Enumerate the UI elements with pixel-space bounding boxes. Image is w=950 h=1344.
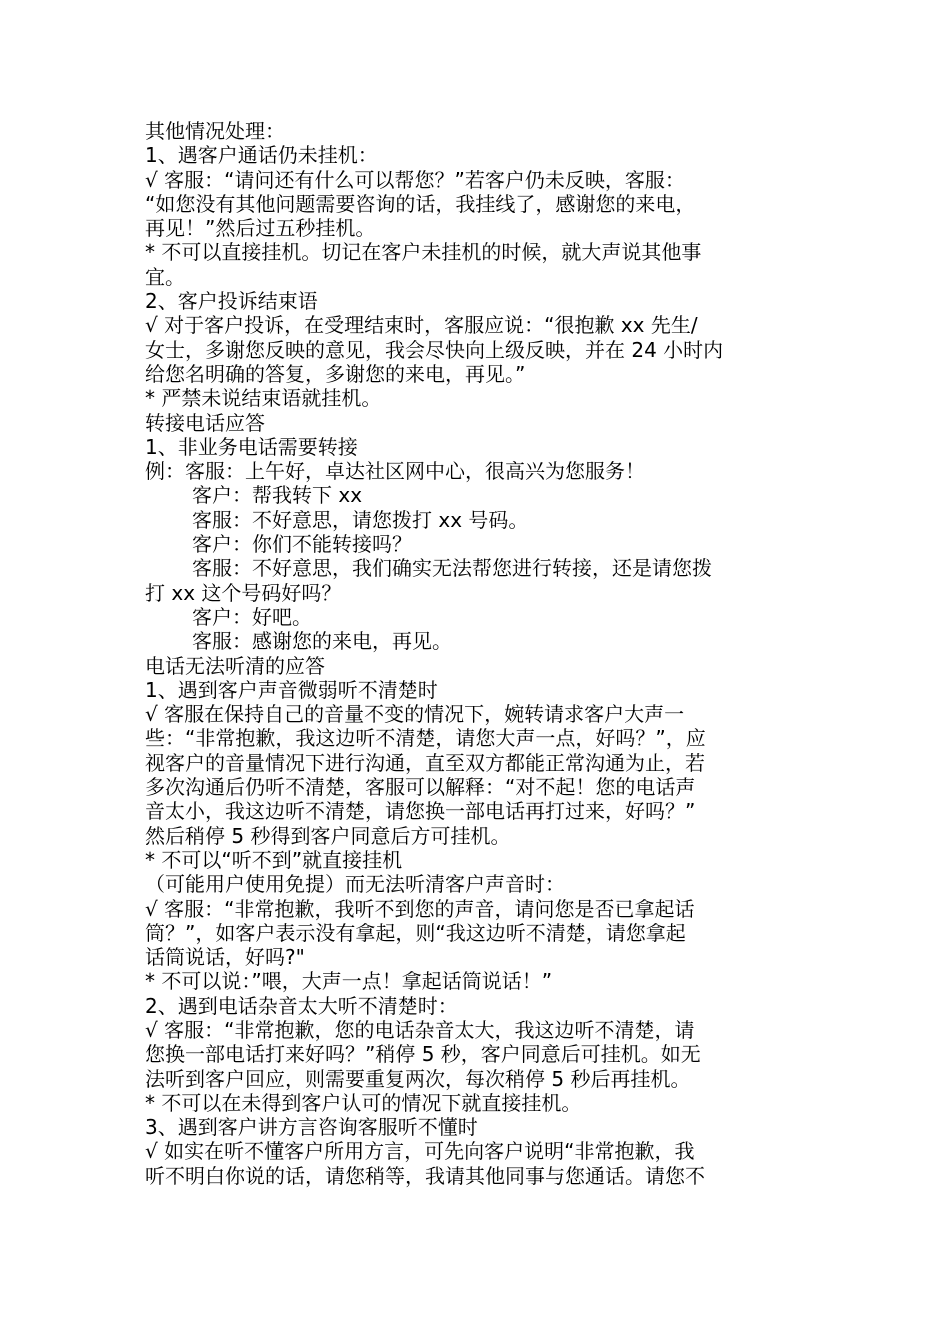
text-line: 1、遇到客户声音微弱听不清楚时 [145,677,438,702]
text-line: 客户：好吧。 [192,604,312,629]
text-line: 客服：感谢您的来电，再见。 [192,629,452,654]
text-line: 筒？”，如客户表示没有拿起，则“我这边听不清楚，请您拿起 [145,920,686,945]
text-line: 法听到客户回应，则需要重复两次，每次稍停 5 秒后再挂机。 [145,1066,691,1091]
text-line: 1、遇客户通话仍未挂机： [145,143,378,168]
text-line: * 不可以说：”喂，大声一点！拿起话筒说话！” [145,969,553,994]
text-line: √ 客服：“非常抱歉，您的电话杂音太大，我这边听不清楚，请 [145,1017,695,1042]
text-line: 3、遇到客户讲方言咨询客服听不懂时 [145,1115,478,1140]
text-line: 视客户的音量情况下进行沟通，直至双方都能正常沟通为止，若 [145,750,705,775]
text-line: 给您名明确的答复，多谢您的来电，再见。” [145,361,526,386]
text-line: 转接电话应答 [145,410,265,435]
text-line: 您换一部电话打来好吗？”稍停 5 秒，客户同意后可挂机。如无 [145,1042,701,1067]
text-line: 客服：不好意思，我们确实无法帮您进行转接，还是请您拨 [192,556,712,581]
text-line: * 不可以“听不到”就直接挂机 [145,847,403,872]
text-line: √ 如实在听不懂客户所用方言，可先向客户说明“非常抱歉，我 [145,1139,695,1164]
text-line: * 严禁未说结束语就挂机。 [145,386,382,411]
text-line: √ 客服：“请问还有什么可以帮您？”若客户仍未反映，客服： [145,167,685,192]
text-line: * 不可以直接挂机。切记在客户未挂机的时候，就大声说其他事 [145,240,702,265]
text-line: （可能用户使用免提）而无法听清客户声音时： [145,872,565,897]
text-line: 客户：你们不能转接吗？ [192,532,412,557]
text-line: 些：“非常抱歉，我这边听不清楚，请您大声一点，好吗？”，应 [145,726,706,751]
text-line: 例：客服：上午好，卓达社区网中心，很高兴为您服务！ [145,459,645,484]
text-line: 听不明白你说的话，请您稍等，我请其他同事与您通话。请您不 [145,1163,705,1188]
document-body [145,119,810,1188]
text-line: 宜。 [145,264,185,289]
text-line: 1、非业务电话需要转接 [145,434,358,459]
text-line: √ 对于客户投诉，在受理结束时，客服应说：“很抱歉 xx 先生/ [145,313,698,338]
text-line: √ 客服在保持自己的音量不变的情况下，婉转请求客户大声一 [145,702,685,727]
text-line: 客户：帮我转下 xx [192,483,363,508]
text-line: 客服：不好意思，请您拨打 xx 号码。 [192,507,529,532]
text-line: 电话无法听清的应答 [145,653,325,678]
text-line: 2、遇到电话杂音太大听不清楚时： [145,993,458,1018]
text-line: 其他情况处理： [145,119,285,143]
text-line: “如您没有其他问题需要咨询的话，我挂线了，感谢您的来电， [145,191,696,216]
text-line: 再见！”然后过五秒挂机。 [145,216,376,241]
text-line: 然后稍停 5 秒得到客户同意后方可挂机。 [145,823,511,848]
text-line: 打 xx 这个号码好吗？ [145,580,342,605]
text-line: 2、客户投诉结束语 [145,289,318,314]
text-line: 音太小，我这边听不清楚，请您换一部电话再打过来，好吗？” [145,799,696,824]
text-line: 话筒说话，好吗?" [145,945,305,970]
text-line: * 不可以在未得到客户认可的情况下就直接挂机。 [145,1090,582,1115]
text-line: √ 客服：“非常抱歉，我听不到您的声音，请问您是否已拿起话 [145,896,695,921]
text-line: 多次沟通后仍听不清楚，客服可以解释：“对不起！您的电话声 [145,775,696,800]
text-line: 女士，多谢您反映的意见，我会尽快向上级反映，并在 24 小时内 [145,337,724,362]
